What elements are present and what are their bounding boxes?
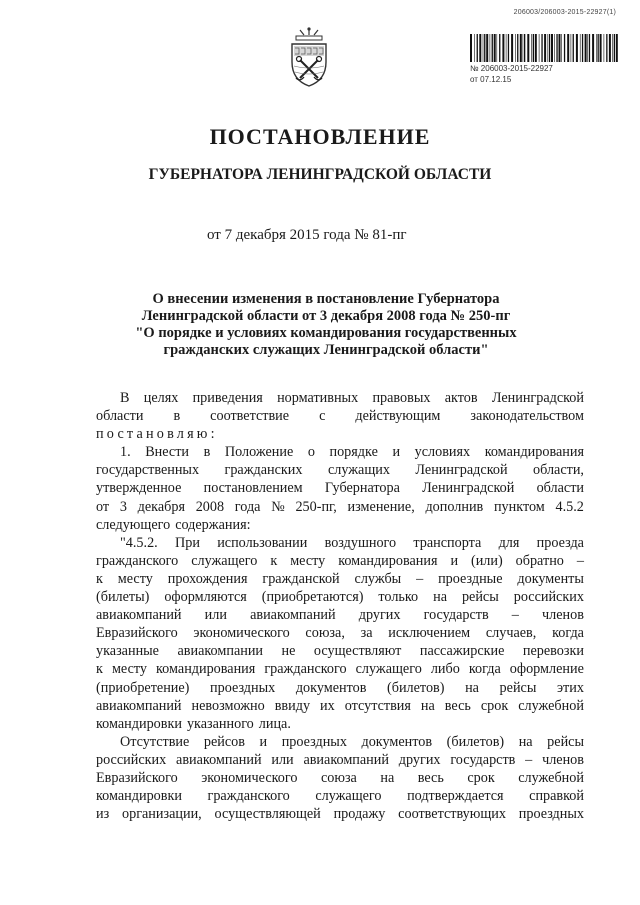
body-line: утвержденное постановлением Губернатора Ленинградской области [96, 480, 584, 497]
document-id: 206003/206003-2015-22927(1) [513, 9, 616, 16]
body-line: постановляю: [96, 426, 218, 443]
body-line: командировки гражданского служащего подтверждается справкой [96, 788, 584, 805]
body-line: (приобретение) проездных документов (билетов) на рейсы этих [96, 679, 584, 696]
document-date-line: от 7 декабря 2015 года № 81-пг [207, 227, 407, 243]
heading-line: "О порядке и условиях командирования государственных [135, 325, 517, 341]
body-line: к месту командирования гражданского служащего либо когда оформление [96, 661, 584, 678]
body-line: авиакомпаний или авиакомпаний других государств – членов [96, 607, 584, 624]
body-line: от 3 декабря 2008 года № 250-пг, изменение, дополнив пунктом 4.5.2 [96, 498, 584, 515]
body-line: В целях приведения нормативных правовых актов Ленинградской [120, 390, 584, 406]
barcode-icon [468, 34, 618, 62]
body-line: области в соответствие с действующим законодательством [96, 408, 584, 425]
heading-line: О внесении изменения в постановление Губернатора [152, 291, 500, 307]
body-line: Евразийского экономического союза на весь срок служебной [96, 769, 584, 786]
body-line: авиакомпаний невозможно ввиду их отсутствия на весь срок служебной [96, 697, 584, 714]
registration-date: от 07.12.15 [470, 75, 512, 84]
body-line: российских авиакомпаний или авиакомпаний других государств – членов [96, 751, 584, 768]
heading-line: Ленинградской области от 3 декабря 2008 года № 250-пг [141, 308, 511, 324]
body-line: "4.5.2. При использовании воздушного транспорта для проезда [120, 534, 584, 551]
body-line: к месту прохождения гражданской службы – проездные документы [96, 570, 584, 587]
body-line: следующего содержания: [96, 516, 251, 533]
body-line: указанные авиакомпании не осуществляют пассажирские перевозки [96, 643, 584, 660]
body-line: из организации, осуществляющей продажу соответствующих проездных [96, 806, 584, 823]
heading-line: гражданских служащих Ленинградской области" [163, 342, 489, 358]
body-line: государственных гражданских служащих Ленинградской области, [96, 462, 584, 479]
document-heading [96, 291, 556, 359]
body-line: (билеты) оформляются (приобретаются) только на рейсы российских [96, 589, 584, 606]
document-subtitle: ГУБЕРНАТОРА ЛЕНИНГРАДСКОЙ ОБЛАСТИ [148, 166, 492, 183]
body-line: 1. Внести в Положение о порядке и условиях командирования [120, 444, 584, 461]
coat-of-arms-icon [286, 26, 332, 88]
registration-number: № 206003-2015-22927 [470, 64, 553, 73]
body-line: гражданского служащего к месту командирования и (или) обратно – [96, 552, 584, 569]
document-body [96, 389, 584, 823]
body-line: Отсутствие рейсов и проездных документов (билетов) на рейсы [120, 733, 584, 750]
body-line: командировки указанного лица. [96, 715, 291, 732]
document-title: ПОСТАНОВЛЕНИЕ [209, 124, 431, 149]
body-line: Евразийского экономического союза, за исключением случаев, когда [96, 625, 584, 642]
